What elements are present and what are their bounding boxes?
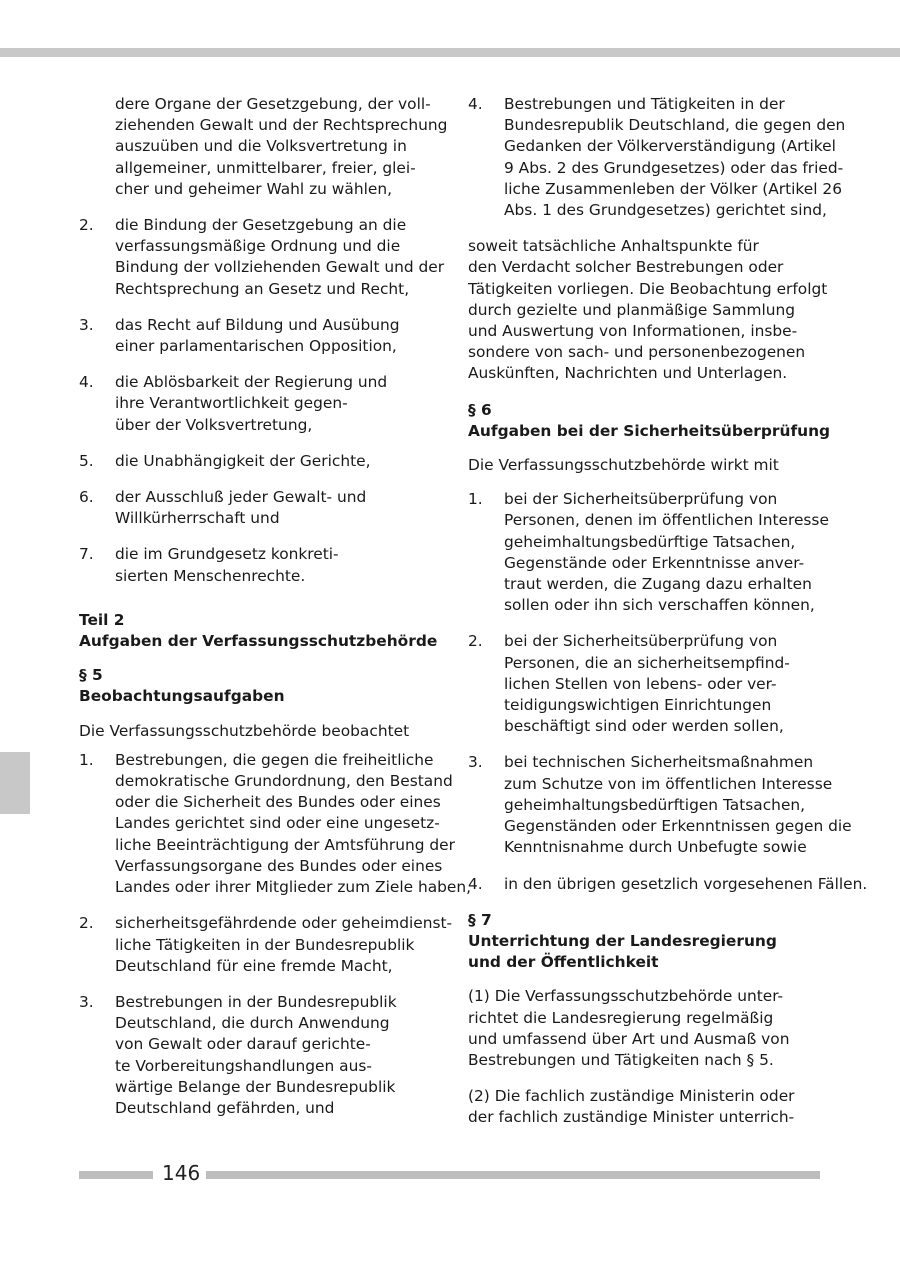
list-item-text [115,451,435,472]
list-item-text [115,372,435,436]
section-6-intro: Die Verfassungsschutzbehörde wirkt mit [468,456,779,475]
text-line: teidigungswichtigen Einrichtungen [504,696,772,715]
text-line: bei der Sicherheitsüberprüfung von [504,490,778,509]
text-line: den Verdacht solcher Bestrebungen oder [468,258,784,277]
list-item-number: 3. [79,315,94,334]
text-line: beschäftigt sind oder werden sollen, [504,717,784,736]
list-item [79,372,435,436]
text-line: Gedanken der Völkerverständigung (Artikel [504,137,836,156]
text-line: richtet die Landesregierung regelmäßig [468,1008,774,1027]
text-line: Unterrichtung der Landesregierung [468,931,777,950]
footer-rule-right [206,1171,820,1179]
list-item-number: 3. [468,753,483,772]
text-line: sondere von sach- und personenbezogenen [468,343,806,362]
list-item [79,487,435,529]
text-line: ihre Verantwortlichkeit gegen- [115,394,348,413]
text-line: das Recht auf Bildung und Ausübung [115,315,400,334]
list-item-text [504,489,829,616]
text-line: Deutschland, die durch Anwendung [115,1014,390,1033]
list-item-number: 7. [79,545,94,564]
text-line: Bestrebungen, die gegen die freiheitliche [115,750,434,769]
list-item [468,94,846,221]
text-line: liche Beeinträchtigung der Amtsführung der [115,835,455,854]
text-line: § 6 [468,400,492,419]
list-c [468,94,846,221]
text-line: soweit tatsächliche Anhaltspunkte für [468,237,759,256]
list-item-number: 2. [468,632,483,651]
text-line: Rechtsprechung an Gesetz und Recht, [115,279,410,298]
text-line: Kenntnisnahme durch Unbefugte sowie [504,838,807,857]
soweit-paragraph [468,236,828,384]
text-line: von Gewalt oder darauf gerichte- [115,1035,371,1054]
text-line: Willkürherrschaft und [115,509,280,528]
text-line: sierten Menschenrechte. [115,566,306,585]
list-item-number: 4. [79,373,94,392]
list-a [79,215,445,587]
page-number: 146 [162,1161,201,1185]
text-line: lichen Stellen von lebens- oder ver- [504,674,777,693]
text-line: Bindung der vollziehenden Gewalt und der [115,258,445,277]
text-line: sicherheitsgefährdende oder geheimdienst- [115,914,453,933]
list-item [468,752,852,858]
section-5-intro: Die Verfassungsschutzbehörde beobachtet [79,721,410,740]
list-item-number: 2. [79,914,94,933]
list-item-text [504,94,845,221]
text-line: § 7 [468,910,492,929]
list-item-text [115,992,435,1119]
text-line: cher und geheimer Wahl zu wählen, [115,179,392,198]
list-item-number: 1. [79,750,94,769]
list-item-text [115,487,435,529]
list-item [468,874,868,895]
text-line: bei technischen Sicherheitsmaßnahmen [504,753,814,772]
list-item [468,489,828,616]
section-7-heading [468,910,828,974]
section-7-paragraph-2 [468,1086,828,1128]
text-line: verfassungsmäßige Ordnung und die [115,237,401,256]
text-line: geheimhaltungsbedürftigen Tatsachen, [504,795,806,814]
text-line: (1) Die Verfassungsschutzbehörde unter- [468,987,784,1006]
text-line: Teil 2 [79,610,125,629]
text-line: Bundesrepublik Deutschland, die gegen den [504,116,846,135]
section-7-paragraph-1 [468,986,828,1071]
left-column [79,94,472,1134]
text-line: Aufgaben bei der Sicherheitsüberprüfung [468,421,831,440]
text-line: auszuüben und die Volksvertretung in [115,137,407,156]
text-line: 9 Abs. 2 des Grundgesetzes) oder das fried- [504,158,844,177]
text-line: Gegenständen oder Erkenntnissen gegen die [504,817,852,836]
text-line: Deutschland für eine fremde Macht, [115,956,393,975]
list-item [79,913,453,977]
footer-rule-left [79,1171,153,1179]
text-line: liche Tätigkeiten in der Bundesrepublik [115,935,415,954]
text-line: Landes oder ihrer Mitglieder zum Ziele haben, [115,878,472,897]
text-line: Deutschland gefährden, und [115,1098,335,1117]
text-line: dere Organe der Gesetzgebung, der voll- [115,95,431,113]
list-item-text [504,874,867,895]
text-line: Landes gerichtet sind oder eine ungesetz- [115,814,440,833]
text-line: die im Grundgesetz konkreti- [115,545,339,564]
list-item-text [115,750,471,898]
text-line: und der Öffentlichkeit [468,953,659,972]
text-line: Bestrebungen und Tätigkeiten nach § 5. [468,1050,774,1069]
list-item-text [504,631,828,737]
text-line: durch gezielte und planmäßige Sammlung [468,300,796,319]
side-tab-marker [0,752,30,814]
text-line: te Vorbereitungshandlungen aus- [115,1056,372,1075]
list-item-number: 4. [468,95,483,113]
right-column [468,94,868,1144]
text-line: Bestrebungen und Tätigkeiten in der [504,95,785,113]
list-item [79,544,435,586]
text-line: der fachlich zuständige Minister unterrich- [468,1108,795,1127]
teil-heading [79,610,438,652]
text-line: Abs. 1 des Grundgesetzes) gerichtet sind, [504,201,827,220]
list-b [79,750,472,1119]
list-item-text [115,315,435,357]
text-line: die Ablösbarkeit der Regierung und [115,373,388,392]
text-line: Auskünften, Nachrichten und Unterlagen. [468,364,788,383]
text-line: (2) Die fachlich zuständige Ministerin oder [468,1087,795,1106]
list-d [468,489,868,894]
list-item [79,451,435,472]
text-line: einer parlamentarischen Opposition, [115,337,397,356]
text-line: Bestrebungen in der Bundesrepublik [115,992,397,1011]
section-5-heading [79,665,435,707]
text-line: Personen, die an sicherheitsempfind- [504,653,790,672]
list-item-text [115,913,452,977]
text-line: Verfassungsorgane des Bundes oder eines [115,856,443,875]
list-item [79,992,435,1119]
text-line: geheimhaltungsbedürftige Tatsachen, [504,532,796,551]
top-rule [0,48,900,57]
text-line: sollen oder ihn sich verschaffen können, [504,596,815,615]
text-line: § 5 [79,666,103,685]
section-6-heading [468,400,831,442]
text-line: und Auswertung von Informationen, insbe- [468,322,798,341]
text-line: traut werden, die Zugang dazu erhalten [504,575,812,594]
text-line: Personen, denen im öffentlichen Interesse [504,511,829,530]
list-item-text [504,752,852,858]
list-item-number: 4. [468,874,483,893]
text-line: demokratische Grundordnung, den Bestand [115,772,453,791]
text-line: und umfassend über Art und Ausmaß von [468,1029,790,1048]
list-item-text [115,544,435,586]
list-item-number: 3. [79,992,94,1011]
text-line: der Ausschluß jeder Gewalt- und [115,488,367,507]
text-line: ziehenden Gewalt und der Rechtsprechung [115,116,448,135]
text-line: über der Volksvertretung, [115,415,313,434]
list-item-number: 2. [79,216,94,235]
list-item [468,631,828,737]
text-line: die Bindung der Gesetzgebung an die [115,216,407,235]
text-line: allgemeiner, unmittelbarer, freier, glei- [115,158,416,177]
text-line: wärtige Belange der Bundesrepublik [115,1077,396,1096]
continuation-text [79,94,448,200]
text-line: liche Zusammenleben der Völker (Artikel 26 [504,179,843,198]
text-line: oder die Sicherheit des Bundes oder eines [115,793,441,812]
text-line: bei der Sicherheitsüberprüfung von [504,632,778,651]
list-item [79,315,435,357]
text-line: in den übrigen gesetzlich vorgesehenen Fällen. [504,874,868,893]
list-item-text [115,215,444,300]
list-item-number: 5. [79,451,94,470]
text-line: zum Schutze von im öffentlichen Interesse [504,774,833,793]
list-item [79,750,472,898]
text-line: Tätigkeiten vorliegen. Die Beobachtung erfolgt [468,279,828,298]
text-line: Aufgaben der Verfassungsschutzbehörde [79,632,438,651]
text-line: die Unabhängigkeit der Gerichte, [115,451,371,470]
list-item-number: 1. [468,490,483,509]
list-item-number: 6. [79,488,94,507]
text-line: Gegenstände oder Erkenntnisse anver- [504,553,805,572]
text-line: Beobachtungsaufgaben [79,687,285,706]
list-item [79,215,445,300]
